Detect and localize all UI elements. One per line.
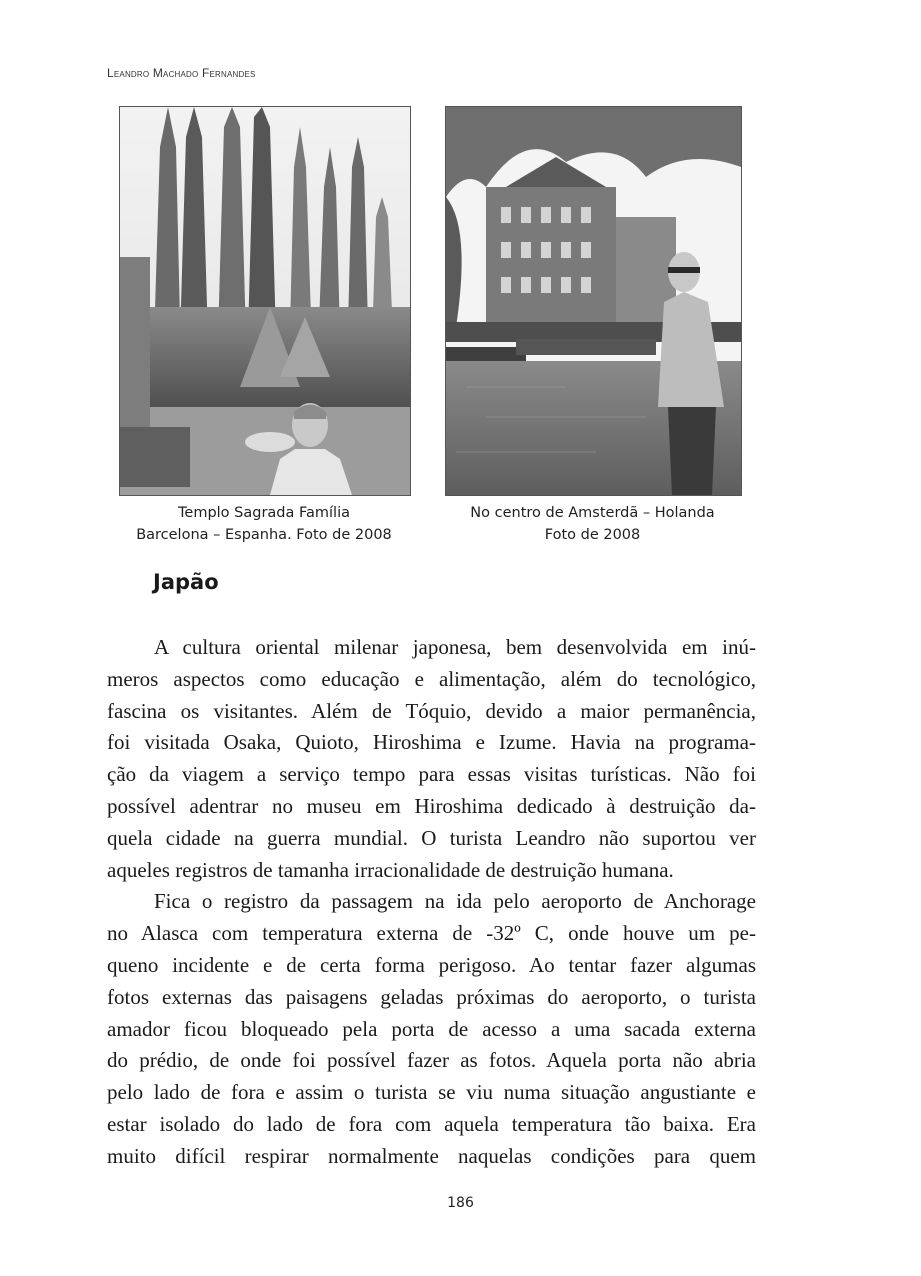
text-line: quela cidade na guerra mundial. O turista Leandro não suportou ver bbox=[107, 825, 756, 850]
text-line: aqueles registros de tamanha irracionalidade de destruição humana. bbox=[107, 857, 674, 882]
text-line: muito difícil respirar normalmente naquelas condições para quem bbox=[107, 1143, 756, 1168]
caption-line: Foto de 2008 bbox=[544, 527, 641, 543]
text-line: do prédio, de onde foi possível fazer as fotos. Aquela porta não abria bbox=[107, 1048, 756, 1073]
text-line: ção da viagem a serviço tempo para essas visitas turísticas. Não foi bbox=[107, 762, 756, 787]
text-line: Fica o registro da passagem na ida pelo aeroporto de Anchorage bbox=[154, 889, 756, 914]
paragraph bbox=[107, 886, 756, 1172]
sagrada-familia-photo bbox=[119, 106, 411, 496]
figure-caption-left bbox=[119, 502, 409, 546]
text-line: fascina os visitantes. Além de Tóquio, devido a maior permanência, bbox=[107, 698, 756, 723]
paragraph bbox=[107, 632, 756, 886]
text-line: estar isolado do lado de fora com aquela temperatura tão baixa. Era bbox=[107, 1111, 756, 1136]
caption-line: Barcelona – Espanha. Foto de 2008 bbox=[136, 527, 392, 543]
body-text bbox=[107, 632, 756, 1173]
running-head: Leandro Machado Fernandes bbox=[107, 66, 256, 80]
page-number: 186 bbox=[447, 1195, 474, 1211]
text-line: possível adentrar no museu em Hiroshima dedicado à destruição da- bbox=[107, 793, 756, 818]
section-heading: Japão bbox=[153, 570, 219, 594]
caption-line: No centro de Amsterdã – Holanda bbox=[470, 505, 715, 521]
text-line: pelo lado de fora e assim o turista se viu numa situação angustiante e bbox=[107, 1080, 756, 1105]
figure-caption-right bbox=[445, 502, 740, 546]
text-line: no Alasca com temperatura externa de -32º C, onde houve um pe- bbox=[107, 921, 756, 946]
text-line: foi visitada Osaka, Quioto, Hiroshima e Izume. Havia na programa- bbox=[107, 730, 756, 755]
caption-line: Templo Sagrada Família bbox=[178, 505, 350, 521]
text-line: fotos externas das paisagens geladas próximas do aeroporto, o turista bbox=[107, 984, 756, 1009]
text-line: queno incidente e de certa forma perigoso. Ao tentar fazer algumas bbox=[107, 952, 756, 977]
text-line: meros aspectos como educação e alimentação, além do tecnológico, bbox=[107, 666, 756, 691]
text-line: A cultura oriental milenar japonesa, bem desenvolvida em inú- bbox=[154, 635, 756, 659]
text-line: amador ficou bloqueado pela porta de acesso a uma sacada externa bbox=[107, 1016, 756, 1041]
amsterdam-canal-photo bbox=[445, 106, 742, 496]
